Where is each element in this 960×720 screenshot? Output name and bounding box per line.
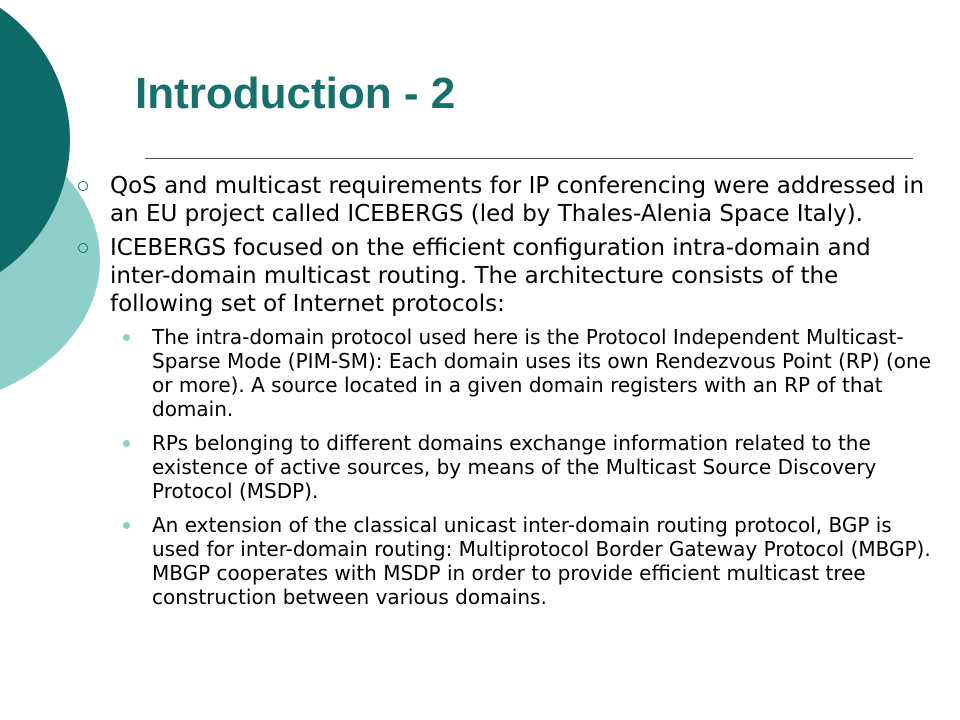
sub-bullet-item: [70, 513, 935, 609]
hollow-circle-bullet-icon: [78, 181, 88, 191]
bullet-item: [70, 234, 935, 318]
sub-bullet-text: RPs belonging to different domains exchange information related to the existence of active sources, by means of the Multicast Source Discovery Protocol (MSDP).: [152, 431, 877, 503]
bullet-item: [70, 172, 935, 228]
sub-bullet-text: The intra-domain protocol used here is the Protocol Independent Multicast-Sparse Mode (PIM-SM): Each domain uses its own Rendezvous Point (RP) (one or more). A source located in a given domain registers with an RP of that domain.: [152, 325, 932, 421]
sub-bullet-item: [70, 325, 935, 421]
sub-bullet-text: An extension of the classical unicast inter-domain routing protocol, BGP is used for inter-domain routing: Multiprotocol Border Gateway Protocol (MBGP). MBGP cooperates with MSDP in order to provide efficient multicast tree construction between various domains.: [152, 513, 931, 609]
sub-bullet-item: [70, 431, 935, 503]
filled-dot-bullet-icon: [123, 334, 130, 341]
slide-title: Introduction - 2: [135, 69, 456, 118]
filled-dot-bullet-icon: [123, 440, 130, 447]
bullet-text: QoS and multicast requirements for IP conferencing were addressed in an EU project called ICEBERGS (led by Thales-Alenia Space Italy).: [110, 173, 925, 227]
bullet-text: ICEBERGS focused on the efficient configuration intra-domain and inter-domain multicast routing. The architecture consists of the following set of Internet protocols:: [110, 235, 871, 317]
filled-dot-bullet-icon: [123, 522, 130, 529]
title-divider: [145, 158, 913, 159]
slide-body: [70, 172, 935, 619]
hollow-circle-bullet-icon: [78, 243, 88, 253]
